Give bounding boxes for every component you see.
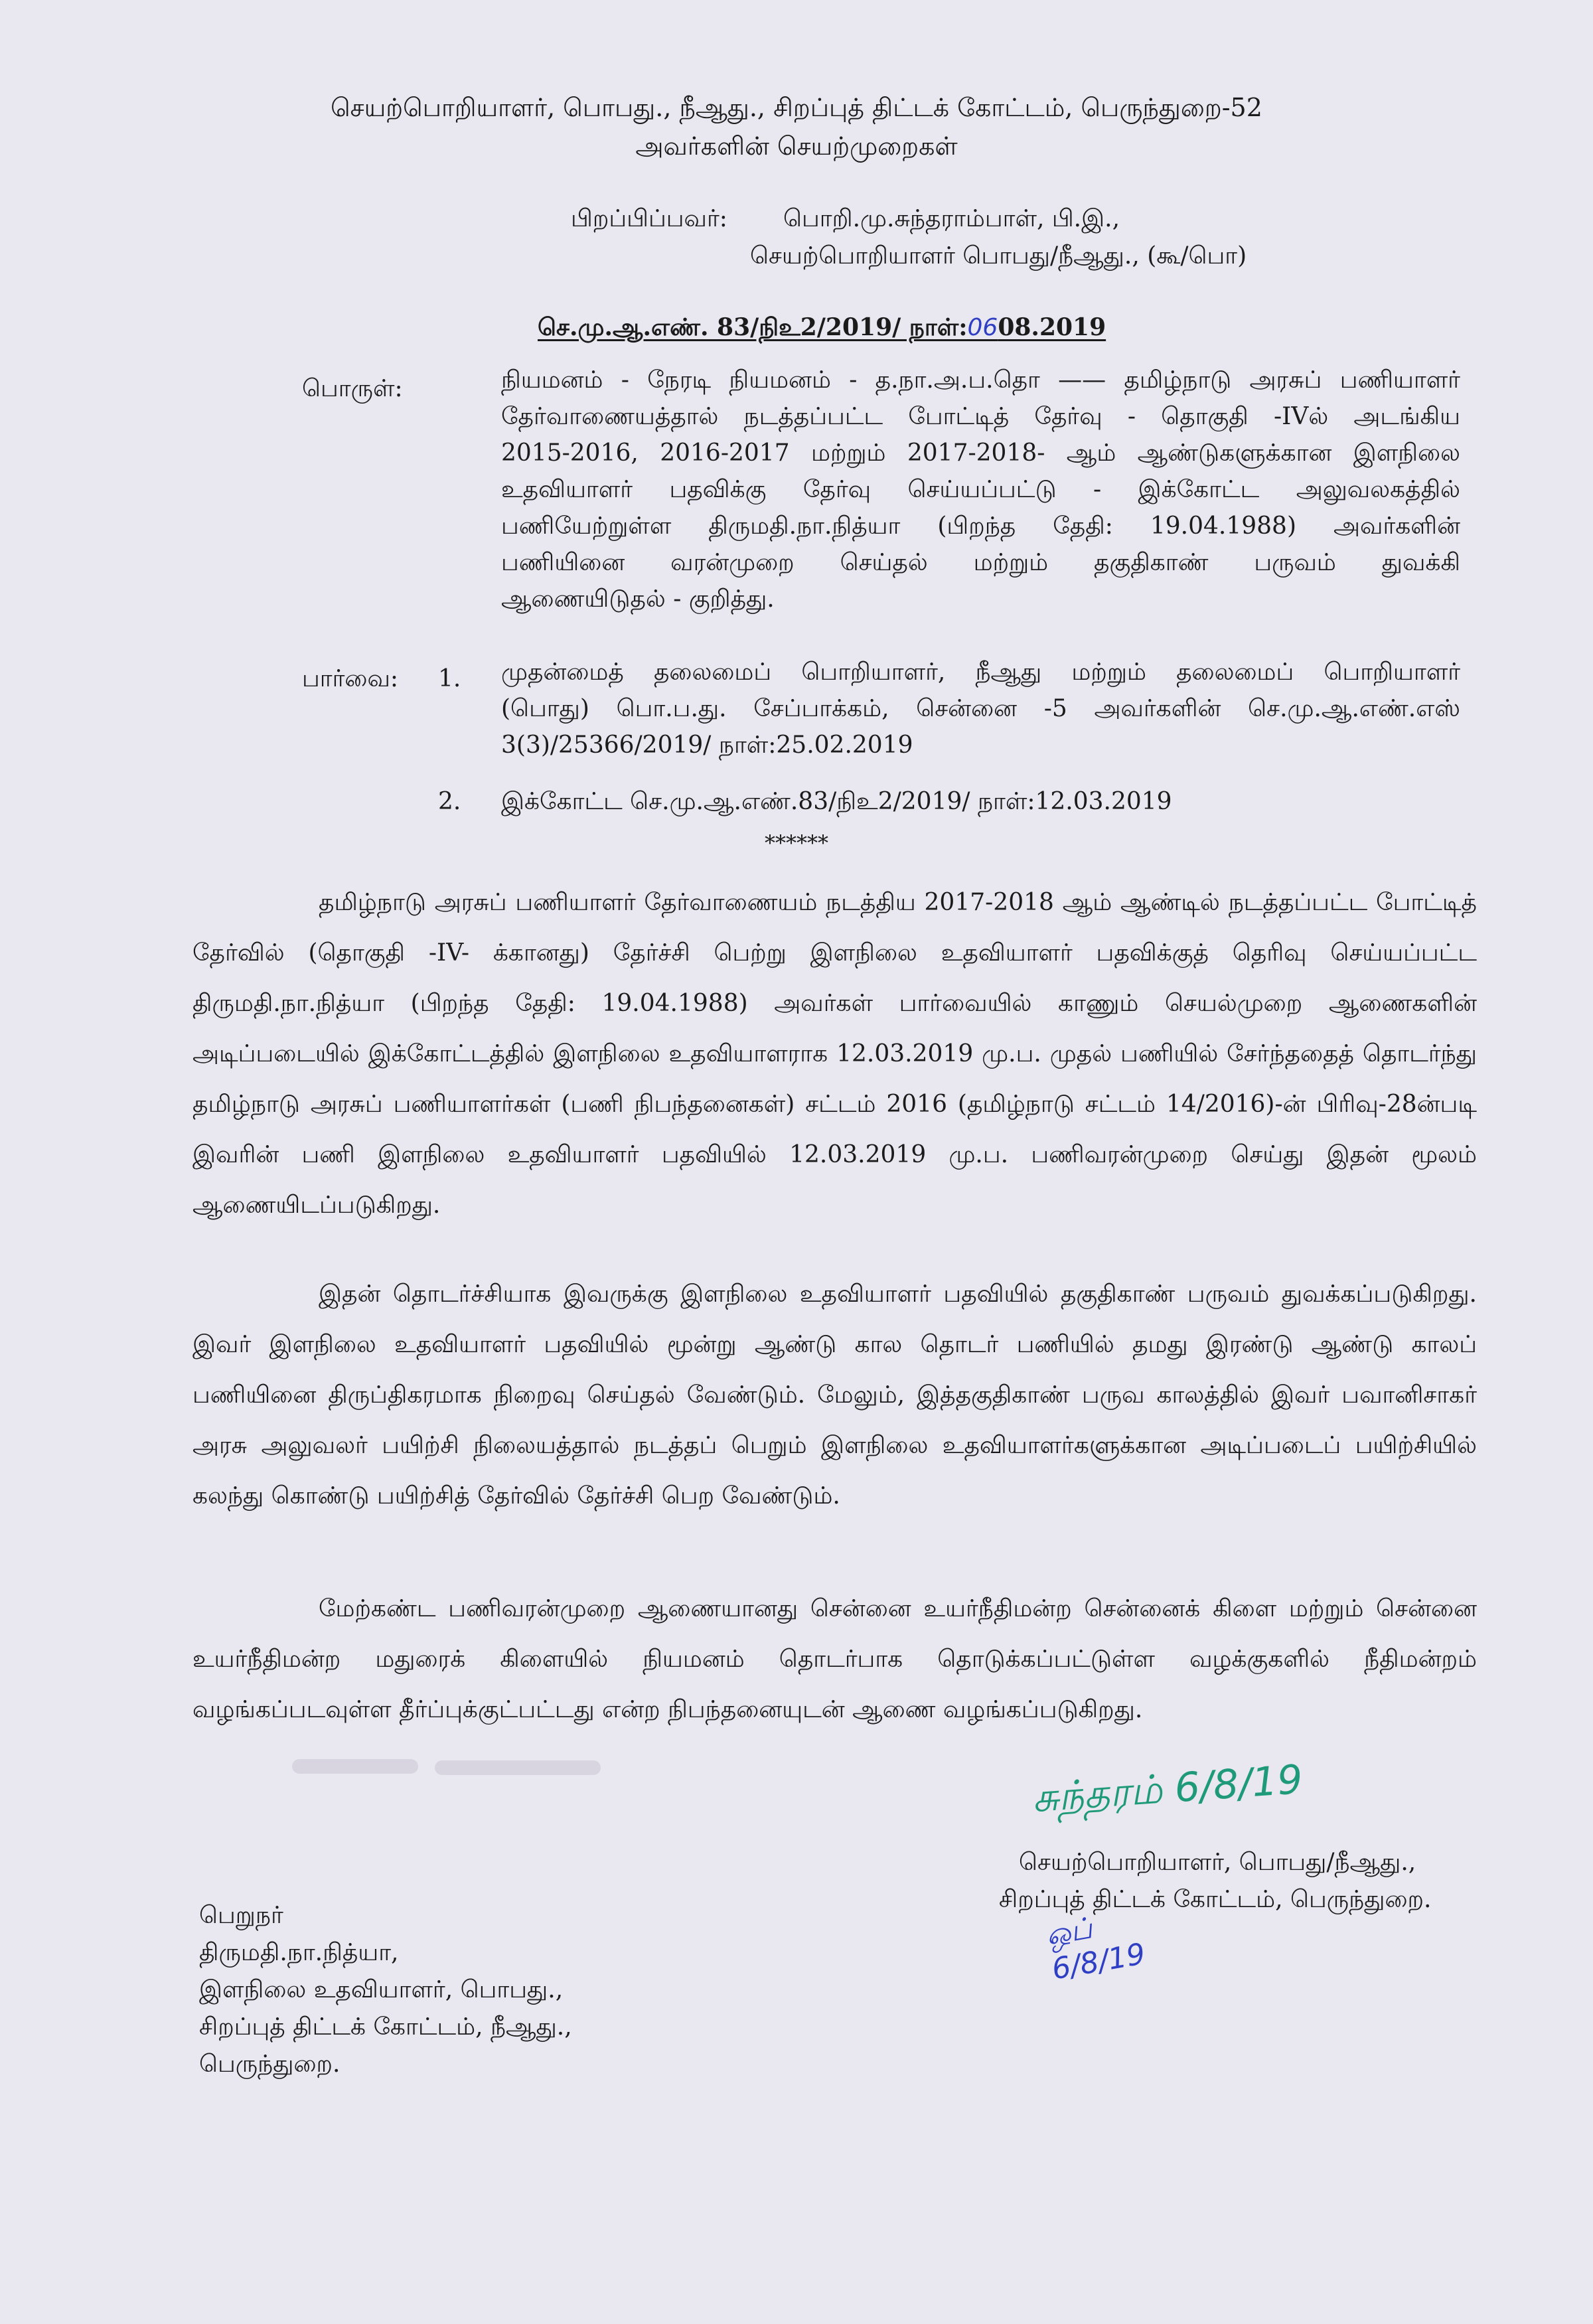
body-paragraph-1: தமிழ்நாடு அரசுப் பணியாளர் தேர்வாணையம் நடத்திய 2017-2018 ஆம் ஆண்டில் நடத்தப்பட்ட போட்டித் தேர்வில் (தொகுதி -IV- க்கானது) தேர்ச்சி பெற்று இளநிலை உதவியாளர் பதவிக்குத் தெரிவு செய்யப்பட்ட திருமதி.நா.நித்யா (பிறந்த தேதி: 19.04.1988) அவர்கள் பார்வையில் காணும் செயல்முறை ஆணைகளின் அடிப்படையில் இக்கோட்டத்தில் இளநிலை உதவியாளராக 12.03.2019 மு.ப. முதல் பணியில் சேர்ந்ததைத் தொடர்ந்து தமிழ்நாடு அரசுப் பணியாளர்கள் (பணி நிபந்தனைகள்) சட்டம் 2016 (தமிழ்நாடு சட்டம் 14/2016)-ன் பிரிவு-28ன்படி இவரின் பணி இளநிலை உதவியாளர் பதவியில் 12.03.2019 மு.ப. பணிவரன்முறை செய்து இதன் மூலம் ஆணையிடப்படுகிறது.	[192, 889, 1477, 1219]
subject-label: பொருள்:	[302, 375, 403, 402]
subject-text	[501, 362, 1460, 617]
subject-line: ஆணையிடுதல் - குறித்து.	[501, 585, 775, 613]
handwritten-initials: ஒப் 6/8/19	[1043, 1911, 1148, 1987]
reference-item-2: இக்கோட்ட செ.மு.ஆ.எண்.83/நிஉ2/2019/ நாள்:12.03.2019	[501, 788, 1172, 815]
reference-date: 08.2019	[998, 313, 1106, 341]
subject-line: பணியினை வரன்முறை செய்தல் மற்றும் தகுதிகாண் பருவம் துவக்கி	[501, 549, 1460, 576]
reference-item-1-number: 1.	[438, 665, 461, 692]
recipient-designation: இளநிலை உதவியாளர், பொபது.,	[199, 1976, 564, 2003]
handwritten-signature: சுந்தரம் 6/8/19	[1030, 1756, 1304, 1822]
body-paragraph-3: மேற்கண்ட பணிவரன்முறை ஆணையானது சென்னை உயர்நீதிமன்ற சென்னைக் கிளை மற்றும் சென்னை உயர்நீதிமன்ற மதுரைக் கிளையில் நியமனம் தொடர்பாக தொடுக்கப்பட்டுள்ள வழக்குகளில் நீதிமன்றம் வழங்கப்படவுள்ள தீர்ப்புக்குட்பட்டது என்ற நிபந்தனையுடன் ஆணை வழங்கப்படுகிறது.	[192, 1595, 1477, 1723]
subject-line: தேர்வாணையத்தால் நடத்தப்பட்ட போட்டித் தேர்வு - தொகுதி -IVல் அடங்கிய	[501, 403, 1460, 430]
reference-line: (பொது) பொ.ப.து. சேப்பாக்கம், சென்னை -5 அவர்களின் செ.மு.ஆ.எண்.எஸ்	[501, 695, 1460, 722]
separator: ******	[765, 830, 828, 856]
subject-line: நியமனம் - நேரடி நியமனம் - த.நா.அ.ப.தொ —— தமிழ்நாடு அரசுப் பணியாளர்	[501, 366, 1460, 394]
office-subtitle: அவர்களின் செயற்முறைகள்	[635, 131, 958, 161]
signatory-office: சிறப்புத் திட்டக் கோட்டம், பெருந்துறை.	[999, 1886, 1432, 1913]
subject-line: 2015-2016, 2016-2017 மற்றும் 2017-2018- ஆம் ஆண்டுகளுக்கான இளநிலை	[501, 439, 1460, 467]
reference-number-text: செ.மு.ஆ.எண். 83/நிஉ2/2019/ நாள்:	[538, 313, 968, 341]
subject-line: உதவியாளர் பதவிக்கு தேர்வு செய்யப்பட்டு - இக்கோட்ட அலுவலகத்தில்	[501, 476, 1460, 503]
body-paragraph-2: இதன் தொடர்ச்சியாக இவருக்கு இளநிலை உதவியாளர் பதவியில் தகுதிகாண் பருவம் துவக்கப்படுகிறது. இவர் இளநிலை உதவியாளர் பதவியில் மூன்று ஆண்டு கால தொடர் பணியில் தமது இரண்டு ஆண்டு காலப் பணியினை திருப்திகரமாக நிறைவு செய்தல் வேண்டும். மேலும், இத்தகுதிகாண் பருவ காலத்தில் இவர் பவானிசாகர் அரசு அலுவலர் பயிற்சி நிலையத்தால் நடத்தப் பெறும் இளநிலை உதவியாளர்களுக்கான அடிப்படைப் பயிற்சியில் கலந்து கொண்டு பயிற்சித் தேர்வில் தேர்ச்சி பெற வேண்டும்.	[192, 1280, 1477, 1510]
recipient-place: பெருந்துறை.	[199, 2051, 341, 2078]
office-title: செயற்பொறியாளர், பொபது., நீஆது., சிறப்புத் திட்டக் கோட்டம், பெருந்துறை-52	[331, 93, 1262, 122]
subject-line: பணியேற்றுள்ள திருமதி.நா.நித்யா (பிறந்த தேதி: 19.04.1988) அவர்களின்	[501, 512, 1460, 540]
reference-line: 3(3)/25366/2019/ நாள்:25.02.2019	[501, 732, 913, 759]
scan-smudge	[292, 1759, 418, 1774]
signatory-designation: செயற்பொறியாளர், பொபது/நீஆது.,	[1019, 1849, 1416, 1876]
recipient-name: திருமதி.நா.நித்யா,	[199, 1939, 399, 1966]
issuer-label: பிறப்பிப்பவர்:	[571, 205, 727, 232]
reference-item-1	[501, 654, 1460, 763]
reference-item-2-number: 2.	[438, 788, 461, 815]
scan-smudge	[435, 1760, 601, 1775]
reference-line: முதன்மைத் தலைமைப் பொறியாளர், நீஆது மற்றும் தலைமைப் பொறியாளர்	[501, 658, 1460, 686]
references-label: பார்வை:	[302, 665, 399, 692]
recipient-label: பெறுநர்	[199, 1902, 283, 1929]
issuer-name: பொறி.மு.சுந்தராம்பாள், பி.இ.,	[783, 205, 1120, 232]
recipient-office: சிறப்புத் திட்டக் கோட்டம், நீஆது.,	[199, 2013, 572, 2041]
reference-number	[538, 302, 1106, 353]
issuer-designation: செயற்பொறியாளர் பொபது/நீஆது., (கூ/பொ)	[750, 242, 1247, 270]
handwritten-day: 06	[967, 314, 998, 341]
